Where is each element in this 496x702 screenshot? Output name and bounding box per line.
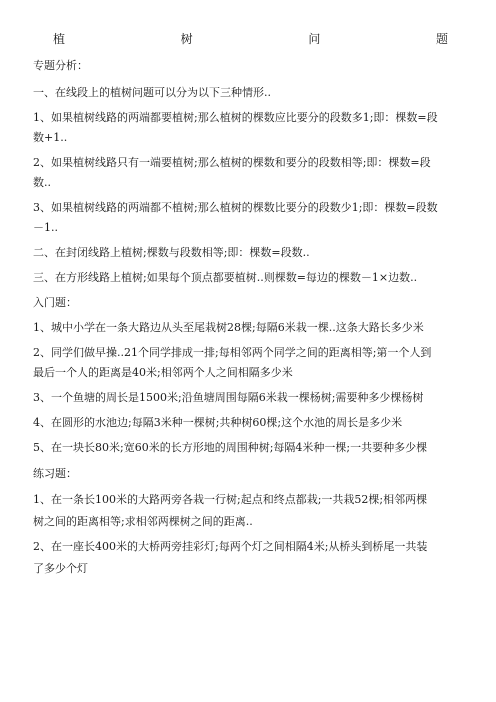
section-label: 练习题： bbox=[33, 467, 77, 480]
title-char: 题 bbox=[435, 32, 448, 46]
text-line: 数+1.. bbox=[33, 131, 68, 144]
title-char: 问 bbox=[308, 32, 321, 46]
title-char: 树 bbox=[180, 32, 193, 46]
text-line: －1.. bbox=[33, 221, 58, 234]
text-line: 一、在线段上的植树问题可以分为以下三种情形.. bbox=[33, 86, 271, 99]
text-line: 二、在封闭线路上植树;棵数与段数相等;即：棵数=段数.. bbox=[33, 246, 310, 259]
text-line: 数.. bbox=[33, 176, 51, 189]
text-line: 3、如果植树线路的两端都不植树;那么植树的棵数比要分的段数少1;即：棵数=段数 bbox=[33, 201, 438, 214]
section-label: 入门题： bbox=[33, 296, 77, 309]
text-line: 树之间的距离相等;求相邻两棵树之间的距离.. bbox=[33, 515, 253, 528]
text-line: 5、在一块长80米;宽60米的长方形地的周围种树;每隔4米种一棵;一共要种多少棵 bbox=[33, 441, 428, 454]
section-label: 专题分析： bbox=[33, 59, 88, 72]
text-line: 2、如果植树线路只有一端要植树;那么植树的棵数和要分的段数相等;即：棵数=段 bbox=[33, 156, 431, 169]
document-title bbox=[53, 30, 448, 47]
title-char: 植 bbox=[53, 32, 66, 46]
text-line: 三、在方形线路上植树;如果每个顶点都要植树..则棵数=每边的棵数－1×边数.. bbox=[33, 271, 418, 284]
text-line: 1、如果植树线路的两端都要植树;那么植树的棵数应比要分的段数多1;即：棵数=段 bbox=[33, 111, 438, 124]
text-line: 1、在一条长100米的大路两旁各栽一行树;起点和终点都栽;一共栽52棵;相邻两棵 bbox=[33, 493, 428, 506]
text-line: 2、同学们做早操..21个同学排成一排;每相邻两个同学之间的距离相等;第一个人到 bbox=[33, 346, 432, 359]
text-line: 1、城中小学在一条大路边从头至尾栽树28棵;每隔6米栽一棵..这条大路长多少米 bbox=[33, 321, 424, 334]
text-line: 了多少个灯 bbox=[33, 562, 88, 575]
text-line: 3、一个鱼塘的周长是1500米;沿鱼塘周围每隔6米栽一棵杨树;需要种多少棵杨树 bbox=[33, 391, 424, 404]
text-line: 2、在一座长400米的大桥两旁挂彩灯;每两个灯之间相隔4米;从桥头到桥尾一共装 bbox=[33, 540, 428, 553]
text-line: 4、在圆形的水池边;每隔3米种一棵树;共种树60棵;这个水池的周长是多少米 bbox=[33, 416, 403, 429]
text-line: 最后一个人的距离是40米;相邻两个人之间相隔多少米 bbox=[33, 366, 293, 379]
